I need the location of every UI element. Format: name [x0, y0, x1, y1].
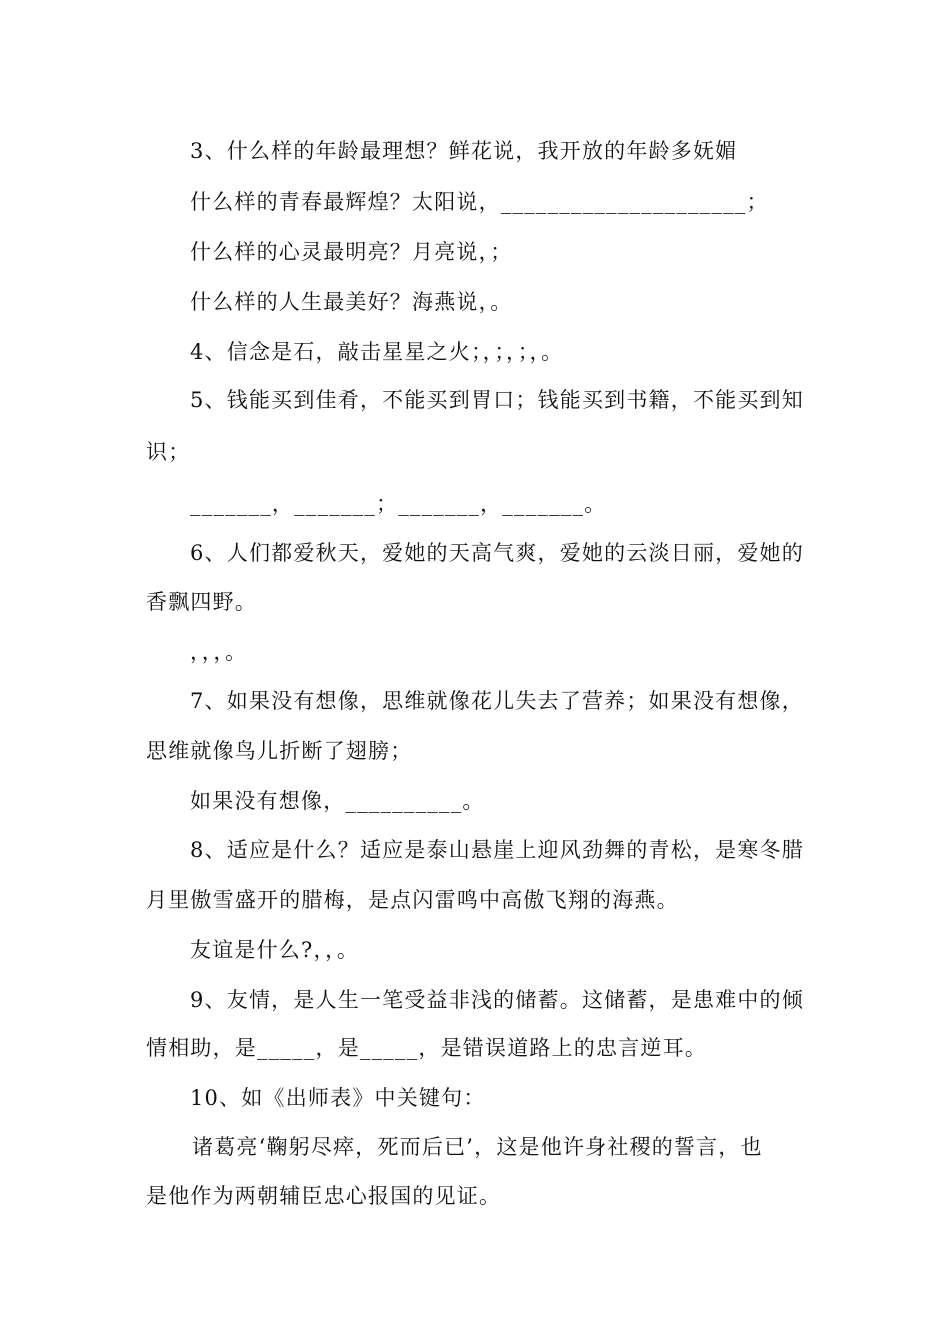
question-3-line-3: 什么样的心灵最明亮？月亮说，； — [190, 240, 513, 264]
question-7-answer: 如果没有想像，__________。 — [190, 789, 485, 813]
question-6-line-1: 6、人们都爱秋天，爱她的天高气爽，爱她的云淡日丽，爱她的 — [190, 541, 804, 565]
question-9-line-1: 9、友情，是人生一笔受益非浅的储蓄。这储蓄，是患难中的倾 — [190, 988, 804, 1012]
question-10-line-1: 10、如《出师表》中关键句： — [190, 1086, 486, 1110]
question-8-line-1: 8、适应是什么？适应是泰山悬崖上迎风劲舞的青松，是寒冬腊 — [190, 838, 804, 862]
question-10-line-2: 诸葛亮‘鞠躬尽瘁，死而后已’，这是他许身社稷的誓言，也 — [192, 1135, 763, 1159]
question-7-line-1: 7、如果没有想像，思维就像花儿失去了营养；如果没有想像， — [190, 689, 804, 713]
question-7-line-2: 思维就像鸟儿折断了翅膀； — [146, 739, 413, 763]
question-3-line-2: 什么样的青春最辉煌？太阳说，_____________________； — [190, 190, 769, 214]
question-6-line-2: 香飘四野。 — [146, 590, 257, 614]
question-4-line: 4、信念是石，敲击星星之火；，；，；，。 — [190, 340, 564, 364]
question-8-answer: 友谊是什么?，，。 — [190, 938, 360, 962]
question-9-line-2: 情相助，是_____，是_____，是错误道路上的忠言逆耳。 — [146, 1036, 707, 1060]
question-5-line-2: 识； — [146, 440, 191, 464]
question-5-line-1: 5、钱能买到佳肴，不能买到胃口；钱能买到书籍，不能买到知 — [190, 388, 804, 412]
question-6-answer: ，，，。 — [190, 640, 248, 664]
question-3-line-1: 3、什么样的年龄最理想？鲜花说，我开放的年龄多妩媚 — [190, 139, 738, 163]
question-8-line-2: 月里傲雪盛开的腊梅，是点闪雷鸣中高傲飞翔的海燕。 — [146, 888, 679, 912]
question-10-line-3: 是他作为两朝辅臣忠心报国的见证。 — [146, 1184, 502, 1208]
question-5-blanks: _______，_______；_______，_______。 — [190, 492, 607, 516]
question-3-line-4: 什么样的人生最美好？海燕说，。 — [190, 290, 513, 314]
